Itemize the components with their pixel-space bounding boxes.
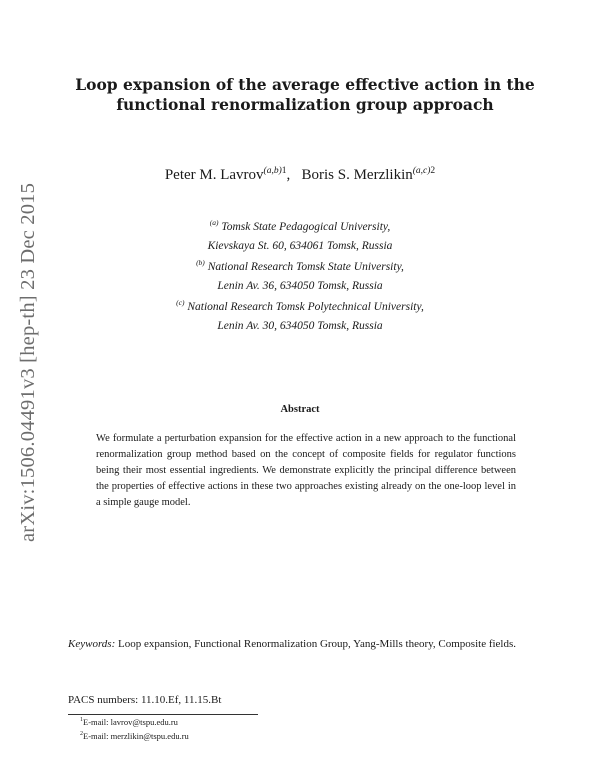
footnote-mark: 2 xyxy=(80,731,83,738)
affiliation-mark: (b) xyxy=(196,258,205,267)
author-footnote-mark: 2 xyxy=(430,166,436,176)
arxiv-identifier-stamp: arXiv:1506.04491v3 [hep-th] 23 Dec 2015 xyxy=(17,182,39,542)
footnote-rule xyxy=(68,714,258,715)
author-name: Boris S. Merzlikin xyxy=(301,167,413,183)
affiliation-mark: (a) xyxy=(209,218,219,227)
keywords-label: Keywords: xyxy=(68,638,116,650)
author-affiliation-mark: (a,b) xyxy=(263,166,282,176)
author-affiliation-mark: (a,c) xyxy=(412,166,431,176)
affiliation-institution: Tomsk State Pedagogical University, xyxy=(221,220,391,233)
affiliation-institution: National Research Tomsk Polytechnical University, xyxy=(187,300,424,313)
pacs-numbers: PACS numbers: 11.10.Ef, 11.15.Bt xyxy=(68,694,222,706)
footnote-text: E-mail: merzlikin@tspu.edu.ru xyxy=(83,731,189,741)
affiliation-a xyxy=(100,213,500,256)
footnote-1 xyxy=(80,717,178,727)
author-list: Peter M. Lavrov$^{(a,b)1}$, Boris S. Merzlikin$^{(a,c)2}$ xyxy=(164,166,436,183)
keywords xyxy=(68,636,544,653)
title-line-1: Loop expansion of the average effective action in the xyxy=(75,75,535,94)
title-line-2: functional renormalization group approach xyxy=(116,95,494,114)
footnote-text: E-mail: lavrov@tspu.edu.ru xyxy=(83,717,178,727)
affiliation-institution: National Research Tomsk State University, xyxy=(207,260,404,273)
affiliation-address: Lenin Av. 36, 634050 Tomsk, Russia xyxy=(217,279,383,292)
affiliation-b xyxy=(100,253,500,296)
paper-title xyxy=(60,75,550,115)
author-footnote-mark: 1 xyxy=(281,166,287,176)
abstract-heading: Abstract xyxy=(280,404,320,415)
affiliation-address: Lenin Av. 30, 634050 Tomsk, Russia xyxy=(217,319,383,332)
keywords-text: Loop expansion, Functional Renormalization Group, Yang-Mills theory, Composite fields. xyxy=(118,638,517,650)
abstract-text: We formulate a perturbation expansion for the effective action in a new approach to the functional renormalization group method based on the concept of composite fields for regulator functions being their most essential ingredients. We demonstrate explicitly the principal difference between the properties of effective actions in these two approaches existing already on the one-loop level in a simple gauge model. xyxy=(96,433,516,508)
affiliation-c xyxy=(100,293,500,336)
footnote-mark: 1 xyxy=(80,717,83,724)
author-name: Peter M. Lavrov xyxy=(164,167,264,183)
footnote-2 xyxy=(80,731,189,741)
affiliation-mark: (c) xyxy=(176,298,185,307)
affiliation-address: Kievskaya St. 60, 634061 Tomsk, Russia xyxy=(207,239,393,252)
